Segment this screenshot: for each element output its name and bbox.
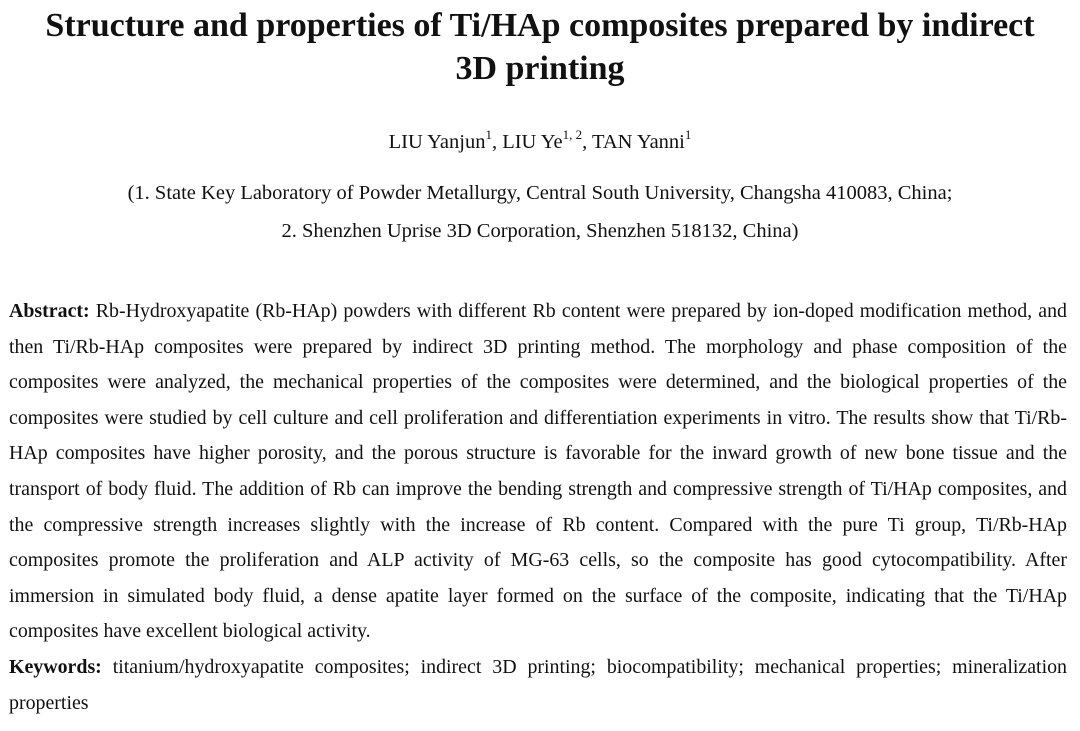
- author-affiliation-mark: 1: [485, 127, 492, 142]
- affiliation-line: (1. State Key Laboratory of Powder Metallurgy, Central South University, Changsha 410083, China;: [127, 182, 953, 204]
- keywords-label: Keywords:: [9, 656, 102, 678]
- affiliation-line: 2. Shenzhen Uprise 3D Corporation, Shenzhen 518132, China): [281, 220, 799, 242]
- paper-title: Structure and properties of Ti/HAp composites prepared by indirect 3D printing: [45, 7, 1035, 87]
- author-affiliation-mark: 1, 2: [562, 127, 583, 142]
- author-separator: ,: [491, 131, 503, 153]
- author-name: TAN Yanni: [591, 131, 685, 153]
- author-separator: ,: [582, 131, 592, 153]
- abstract-label: Abstract:: [9, 300, 90, 322]
- author-line: [0, 128, 1080, 156]
- author-name: LIU Ye: [502, 131, 563, 153]
- author-affiliation-mark: 1: [684, 127, 692, 142]
- keywords-text: titanium/hydroxyapatite composites; indirect 3D printing; biocompatibility; mechanical properties; mineralization properties: [9, 656, 1067, 714]
- keywords-paragraph: [9, 650, 1067, 721]
- author-name: LIU Yanjun: [388, 131, 486, 153]
- abstract-text: Rb-Hydroxyapatite (Rb-HAp) powders with different Rb content were prepared by ion-doped modification method, and then Ti/Rb-HAp composites were prepared by indirect 3D printing method. The morphology and phase composition of the composites were analyzed, the mechanical properties of the composites were determined, and the biological properties of the composites were studied by cell culture and cell proliferation and differentiation experiments in vitro. The results show that Ti/Rb-HAp composites have higher porosity, and the porous structure is favorable for the inward growth of new bone tissue and the transport of body fluid. The addition of Rb can improve the bending strength and compressive strength of Ti/HAp composites, and the compressive strength increases slightly with the increase of Rb content. Compared with the pure Ti group, Ti/Rb-HAp composites promote the proliferation and ALP activity of MG-63 cells, so the composite has good cytocompatibility. After immersion in simulated body fluid, a dense apatite layer formed on the surface of the composite, indicating that the Ti/HAp composites have excellent biological activity.: [9, 300, 1067, 643]
- abstract-paragraph: [9, 294, 1067, 650]
